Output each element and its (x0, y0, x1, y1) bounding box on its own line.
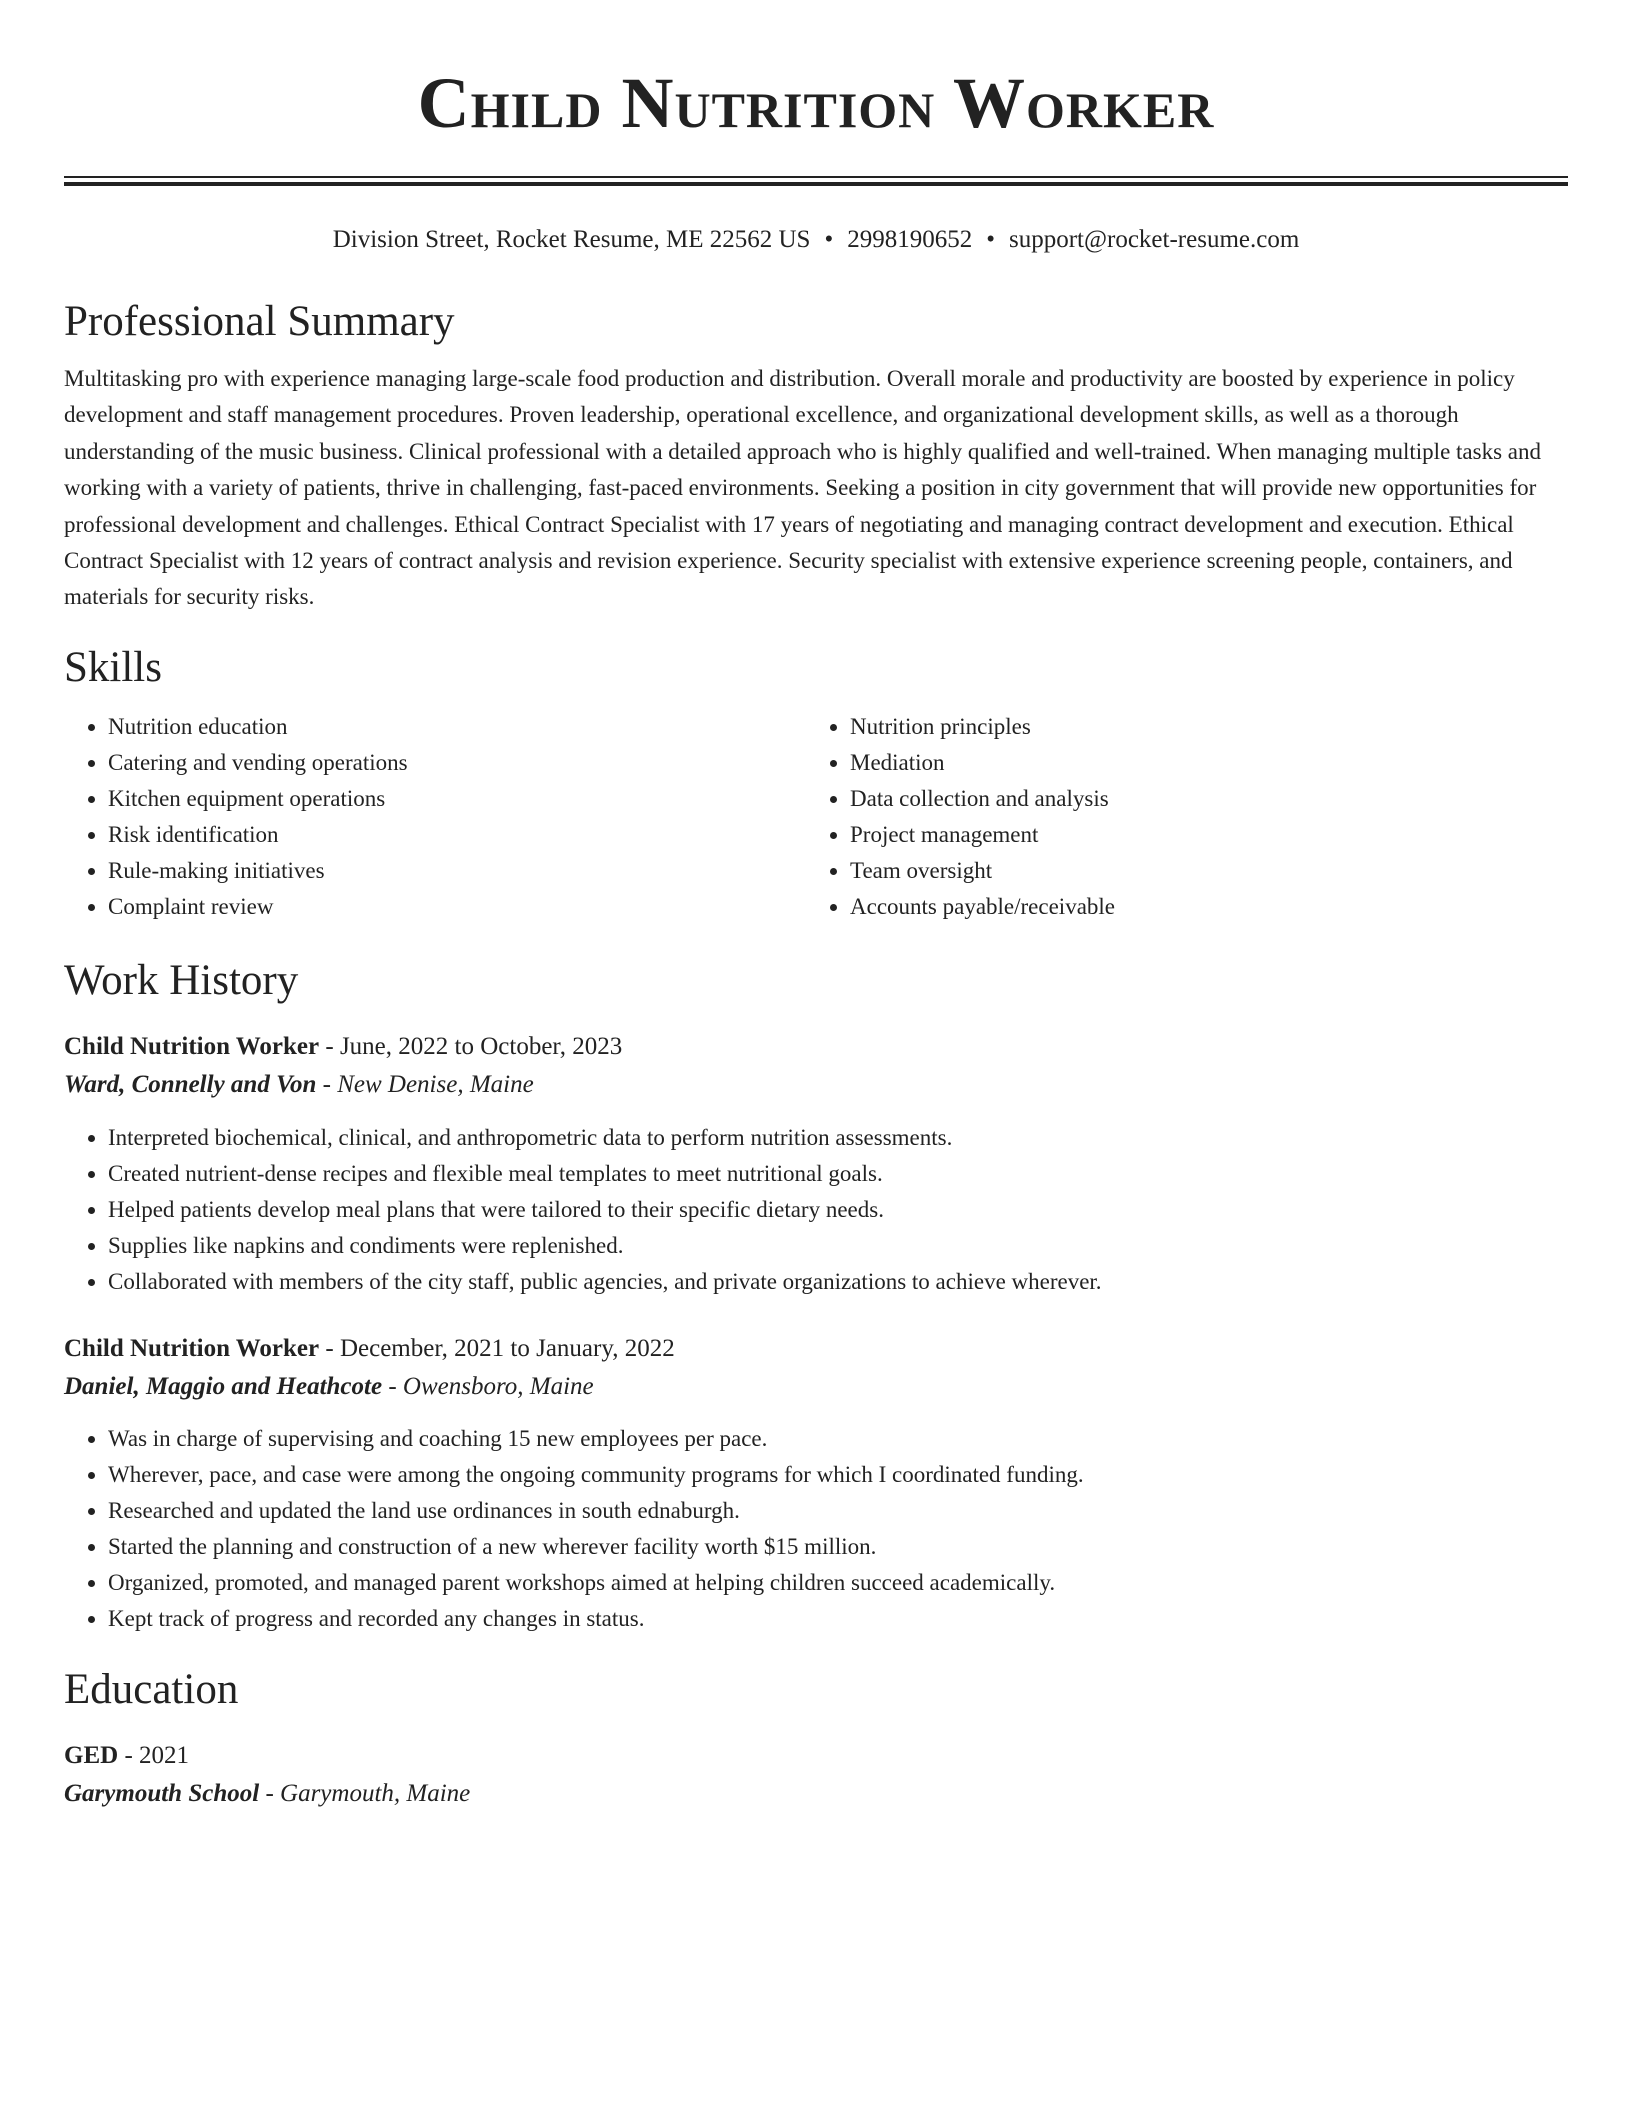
contact-phone: 2998190652 (847, 226, 973, 253)
skill-item: • Nutrition education (108, 709, 806, 745)
list-item: • Was in charge of supervising and coaching 15 new employees per pace. (108, 1421, 1568, 1457)
education-school: Garymouth School (64, 1779, 260, 1807)
contact-email: support@rocket-resume.com (1008, 226, 1300, 253)
summary-heading: Professional Summary (64, 298, 455, 345)
job-responsibilities (64, 1120, 1568, 1300)
skill-item: • Mediation (850, 745, 1548, 781)
job-dates: - June, 2022 to October, 2023 (319, 1032, 623, 1060)
job-position: Child Nutrition Worker (64, 1032, 320, 1060)
education-year: - 2021 (118, 1741, 190, 1769)
education-degree: GED (64, 1741, 119, 1769)
list-item: • Organized, promoted, and managed parent workshops aimed at helping children succeed academically. (108, 1565, 1568, 1601)
skill-item: • Complaint review (108, 889, 806, 925)
job-entry (64, 1028, 1568, 1300)
skill-item: • Rule-making initiatives (108, 853, 806, 889)
skill-item: • Nutrition principles (850, 709, 1548, 745)
contact-line (64, 224, 1568, 256)
job-company-line (64, 1368, 1568, 1406)
list-item: • Supplies like napkins and condiments were replenished. (108, 1228, 1568, 1264)
candidate-name: Child Nutrition Worker (417, 63, 1215, 143)
contact-separator: • (824, 226, 834, 253)
list-item: • Researched and updated the land use ordinances in south ednaburgh. (108, 1493, 1568, 1529)
job-location: - Owensboro, Maine (382, 1372, 594, 1400)
list-item: • Started the planning and construction of a new wherever facility worth $15 million. (108, 1529, 1568, 1565)
summary-text: Multitasking pro with experience managing large-scale food production and distribution. Overall morale and productivity are boosted by experience in policy development and staff management procedures. Proven leadership, operational excellence, and organizational development skills, as well as a thorough understanding of the music business. Clinical professional with a detailed approach who is highly qualified and well-trained. When managing multiple tasks and working with a variety of patients, thrive in challenging, fast-paced environments. Seeking a position in city government that will provide new opportunities for professional development and challenges. Ethical Contract Specialist with 17 years of negotiating and managing contract development and execution. Ethical Contract Specialist with 12 years of contract analysis and revision experience. Security specialist with extensive experience screening people, containers, and materials for security risks. (64, 366, 1541, 610)
list-item: • Wherever, pace, and case were among the ongoing community programs for which I coordinated funding. (108, 1457, 1568, 1493)
job-entry (64, 1330, 1568, 1637)
job-position: Child Nutrition Worker (64, 1334, 320, 1362)
skills-column-left (64, 709, 806, 925)
job-responsibilities (64, 1421, 1568, 1637)
education-entry (64, 1737, 1568, 1813)
list-item: • Kept track of progress and recorded any changes in status. (108, 1601, 1568, 1637)
list-item: • Created nutrient-dense recipes and flexible meal templates to meet nutritional goals. (108, 1156, 1568, 1192)
skills-heading: Skills (64, 643, 162, 691)
job-title-line (64, 1330, 1568, 1368)
job-location: - New Denise, Maine (316, 1070, 534, 1098)
job-title-line (64, 1028, 1568, 1066)
skills-column-right (806, 709, 1548, 925)
job-company-line (64, 1066, 1568, 1104)
list-item: • Interpreted biochemical, clinical, and anthropometric data to perform nutrition assessments. (108, 1120, 1568, 1156)
work-history-heading: Work History (64, 956, 299, 1004)
skill-item: • Risk identification (108, 817, 806, 853)
skill-item: • Accounts payable/receivable (850, 889, 1548, 925)
header-divider (64, 176, 1568, 186)
job-company: Ward, Connelly and Von (64, 1070, 317, 1098)
education-heading: Education (64, 1665, 239, 1713)
skill-item: • Project management (850, 817, 1548, 853)
education-degree-line (64, 1737, 1568, 1775)
education-location: - Garymouth, Maine (259, 1779, 471, 1807)
education-school-line (64, 1775, 1568, 1813)
job-dates: - December, 2021 to January, 2022 (319, 1334, 675, 1362)
job-company: Daniel, Maggio and Heathcote (64, 1372, 383, 1400)
list-item: • Collaborated with members of the city staff, public agencies, and private organizations to achieve wherever. (108, 1264, 1568, 1300)
skill-item: • Team oversight (850, 853, 1548, 889)
contact-address: Division Street, Rocket Resume, ME 22562 US (332, 226, 811, 253)
skill-item: • Data collection and analysis (850, 781, 1548, 817)
skill-item: • Kitchen equipment operations (108, 781, 806, 817)
skill-item: • Catering and vending operations (108, 745, 806, 781)
skills-list (64, 709, 1568, 925)
contact-separator: • (986, 226, 995, 253)
list-item: • Helped patients develop meal plans that were tailored to their specific dietary needs. (108, 1192, 1568, 1228)
